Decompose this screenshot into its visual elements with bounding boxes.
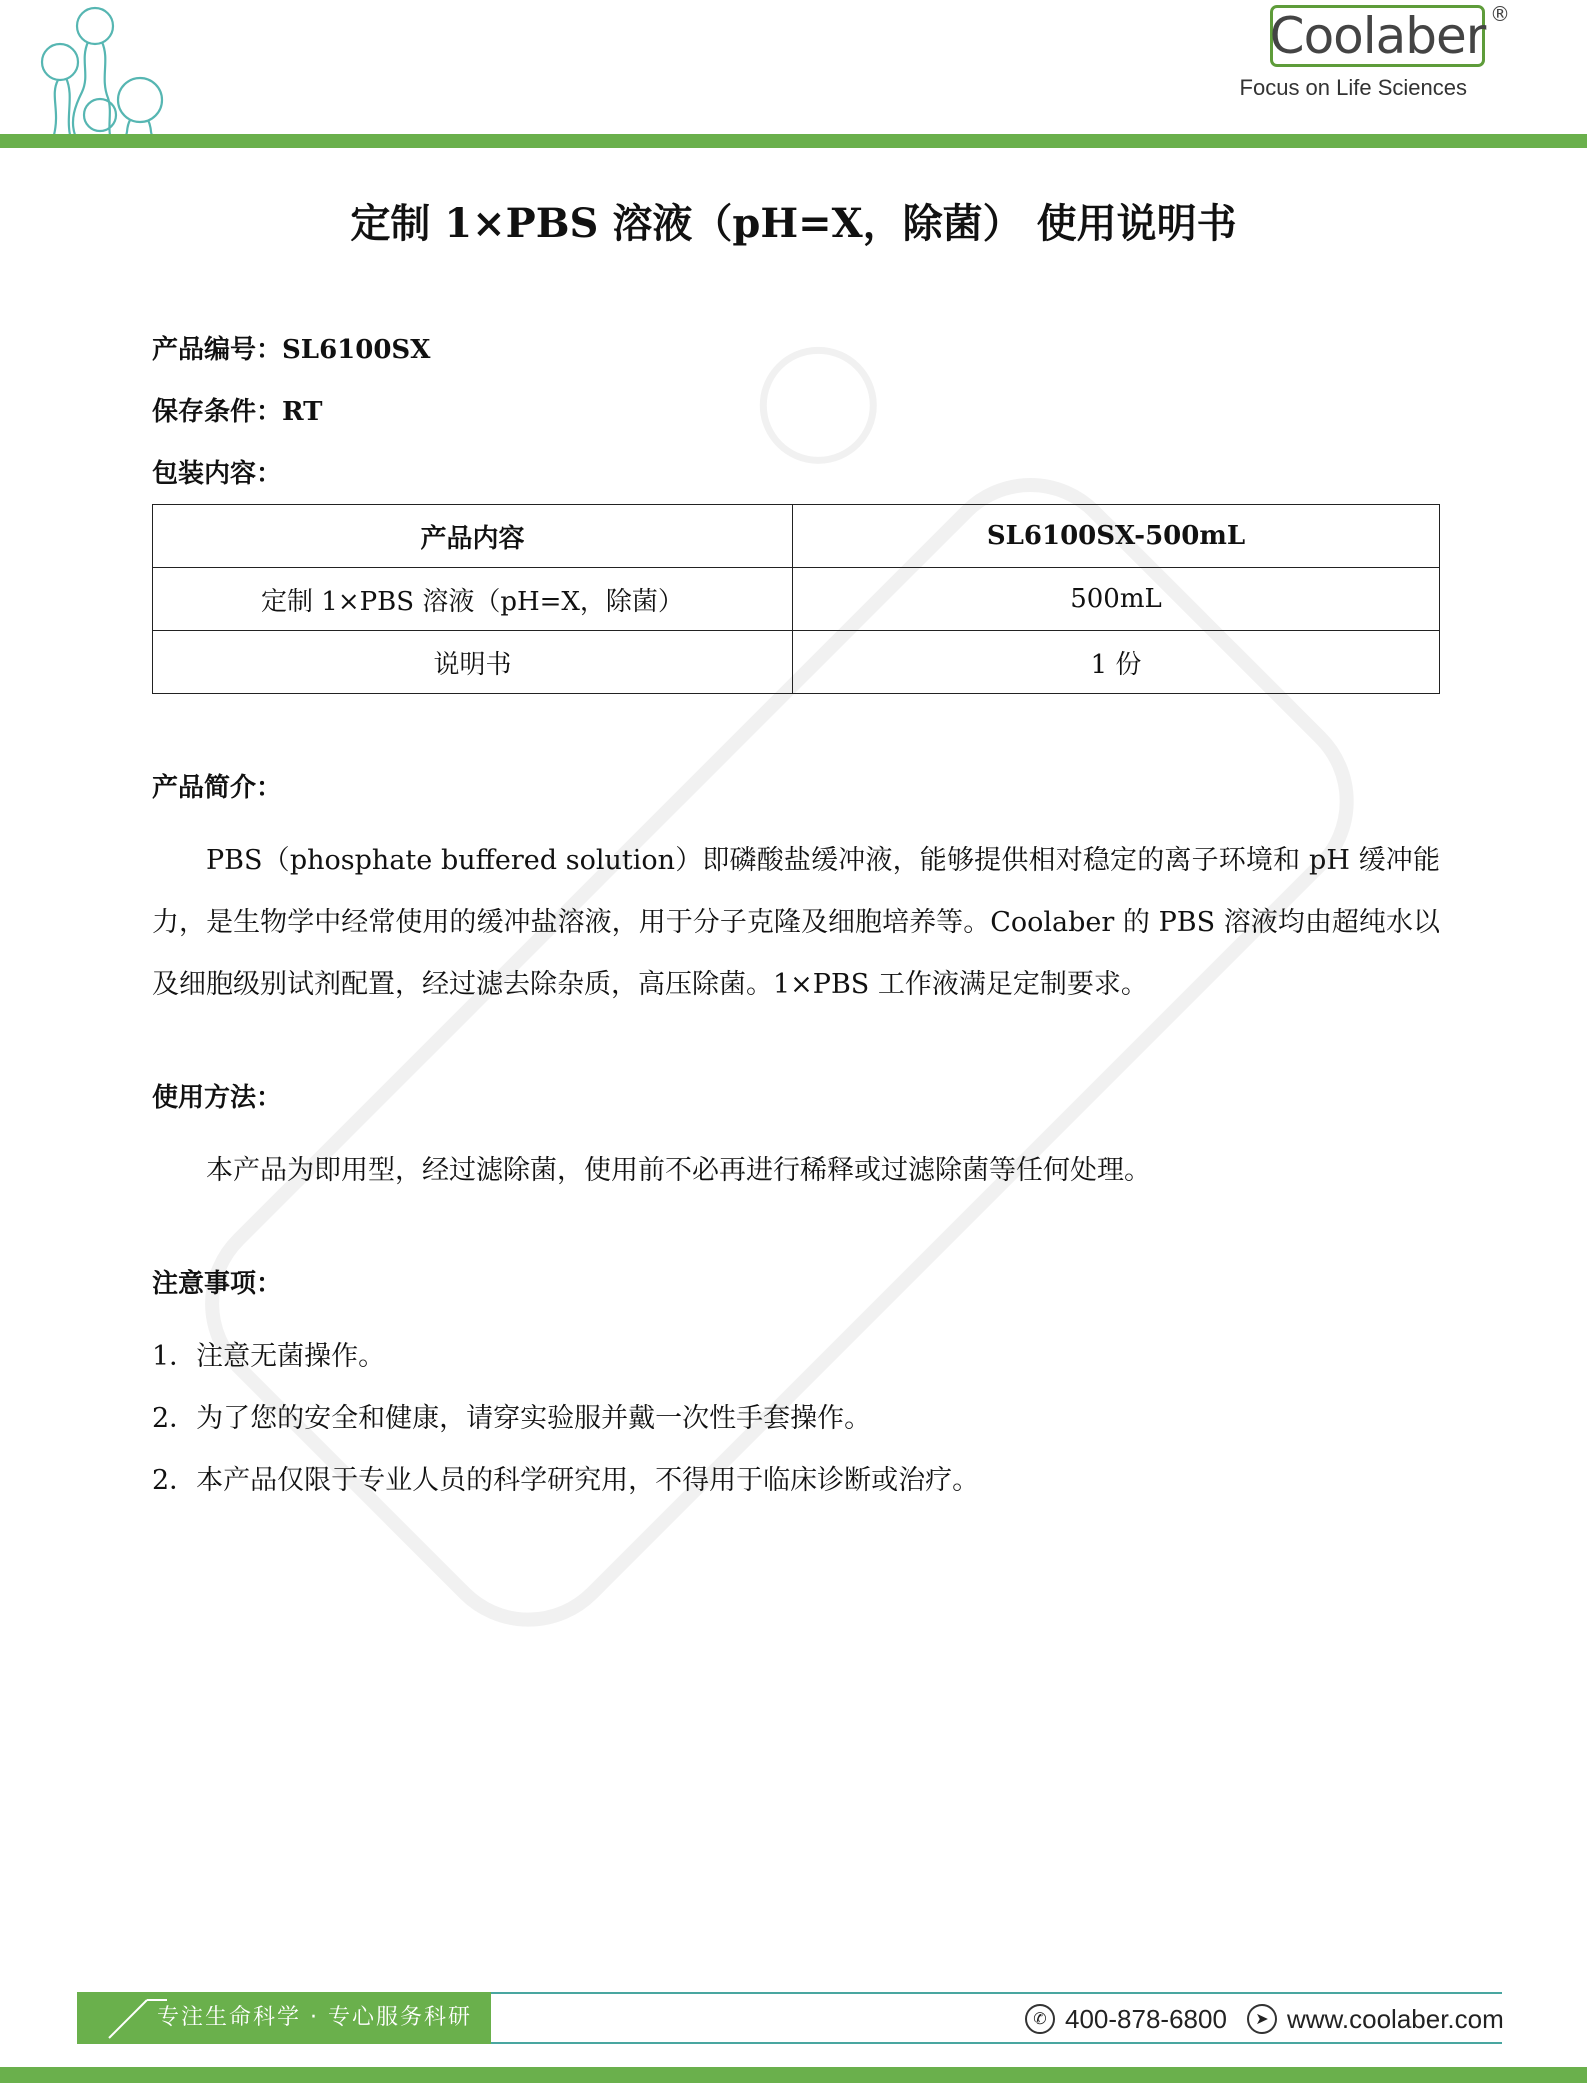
list-item: 2．为了您的安全和健康，请穿实验服并戴一次性手套操作。: [152, 1403, 872, 1434]
notes-heading: 注意事项：: [152, 1269, 283, 1299]
product-code-value: SL6100SX: [282, 335, 431, 365]
logo-tagline: Focus on Life Sciences: [1239, 75, 1467, 100]
footer-website: [1247, 1996, 1504, 2042]
table-cell: 1 份: [793, 631, 1440, 694]
table-row: [153, 568, 1440, 631]
send-icon: ➤: [1247, 2004, 1277, 2034]
list-item: 1．注意无菌操作。: [152, 1341, 386, 1372]
website-link[interactable]: www.coolaber.com: [1287, 2003, 1504, 2034]
usage-heading: 使用方法：: [152, 1083, 283, 1113]
product-code-field: [152, 330, 1440, 392]
phone-number: 400-878-6800: [1065, 2003, 1227, 2034]
table-cell: 定制 1×PBS 溶液（pH=X，除菌）: [153, 568, 793, 631]
footer-green-bar: [0, 2067, 1587, 2083]
footer-phone: [1025, 1996, 1227, 2042]
usage-paragraph: 本产品为即用型，经过滤除菌，使用前不必再进行稀释或过滤除菌等任何处理。: [206, 1155, 1151, 1186]
footer-slogan: 专注生命科学 · 专心服务科研: [157, 2005, 472, 2030]
table-header-cell: SL6100SX-500mL: [793, 505, 1440, 568]
header-green-bar: [0, 134, 1587, 148]
document-title: 定制 1×PBS 溶液（pH=X，除菌） 使用说明书: [350, 200, 1237, 247]
table-row: [153, 631, 1440, 694]
package-table: [152, 504, 1440, 694]
table-header-cell: 产品内容: [153, 505, 793, 568]
footer-slogan-block: [77, 1992, 491, 2044]
storage-field: [152, 392, 1440, 454]
coolaber-logo: [1270, 5, 1485, 67]
intro-paragraph: PBS（phosphate buffered solution）即磷酸盐缓冲液，能够提供相对稳定的离子环境和 pH 缓冲能力，是生物学中经常使用的缓冲盐溶液，用于分子克隆及细胞培养等。Coolaber 的 PBS 溶液均由超纯水以及细胞级别试剂配置，经过滤去除杂质，高压除菌。1×PBS 工作液满足定制要求。: [152, 845, 1440, 1000]
registered-mark: ®: [1490, 2, 1510, 26]
storage-value: RT: [282, 397, 323, 427]
table-cell: 500mL: [793, 568, 1440, 631]
package-heading: 包装内容：: [152, 459, 283, 489]
list-item: 2．本产品仅限于专业人员的科学研究用，不得用于临床诊断或治疗。: [152, 1465, 980, 1496]
table-cell: 说明书: [153, 631, 793, 694]
document-body: [152, 330, 1440, 1512]
intro-heading: 产品简介：: [152, 773, 283, 803]
storage-label: 保存条件：: [152, 397, 283, 427]
logo-text: Coolaber: [1269, 7, 1486, 65]
product-code-label: 产品编号：: [152, 335, 283, 365]
table-header-row: [153, 505, 1440, 568]
phone-icon: ✆: [1025, 2004, 1055, 2034]
decorative-bubbles-graphic: [30, 0, 190, 140]
slash-decoration-icon: [107, 1998, 167, 2040]
